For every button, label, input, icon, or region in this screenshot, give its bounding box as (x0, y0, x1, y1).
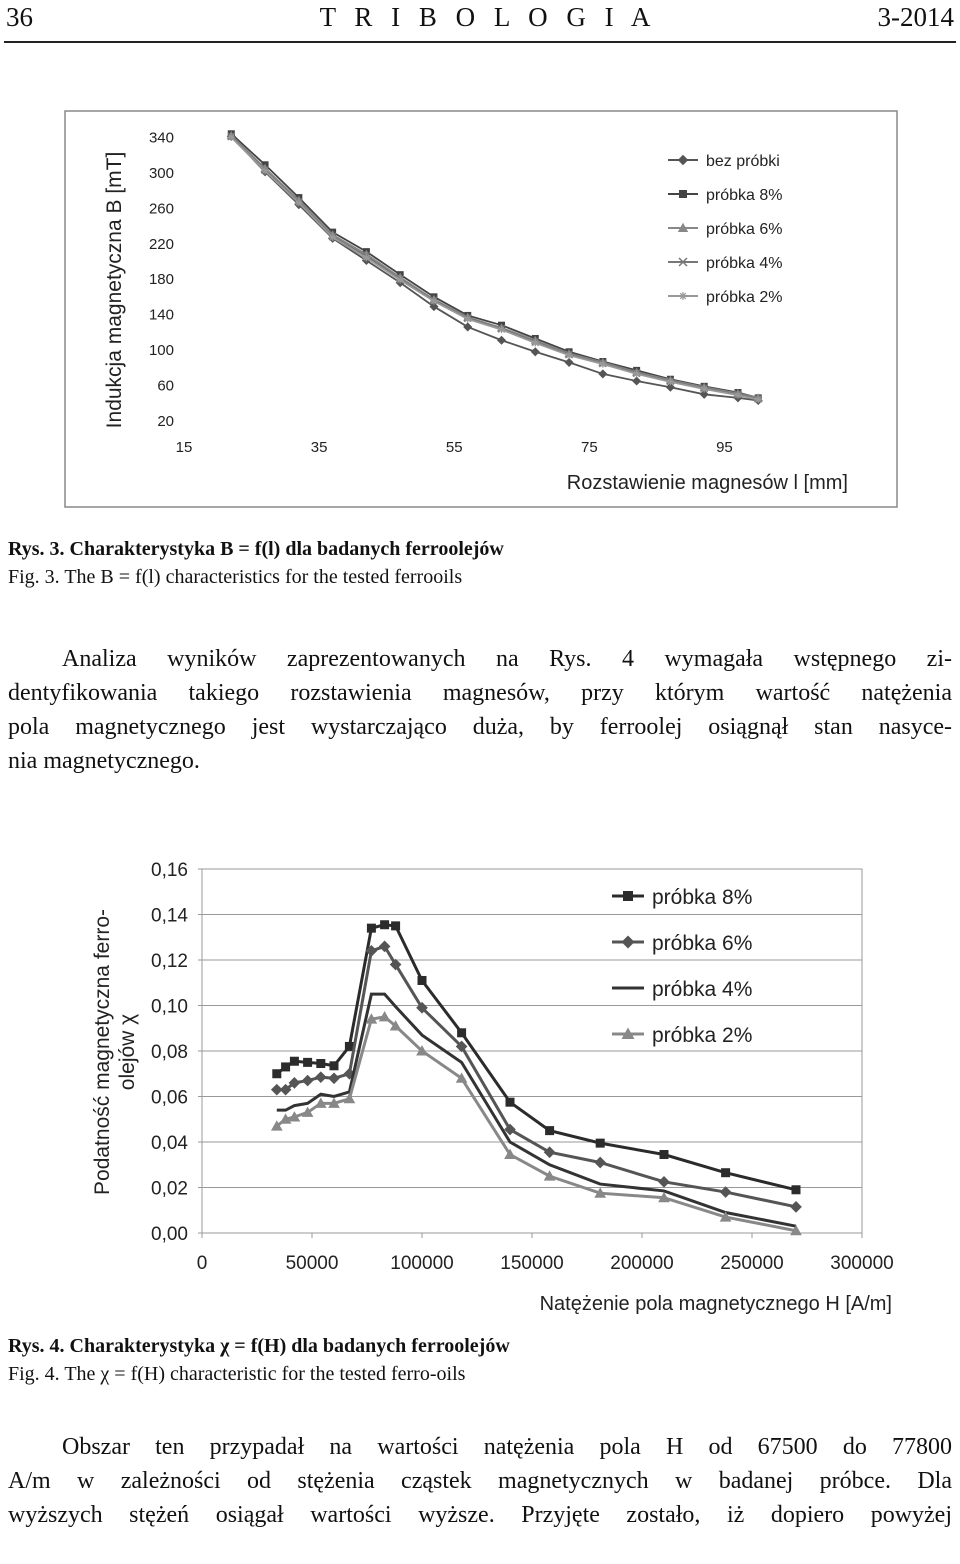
y-tick-label: 60 (157, 377, 174, 395)
legend-label: próbka 2% (652, 1024, 753, 1047)
y-tick-label: 0,12 (151, 951, 188, 972)
y-tick-label: 300 (148, 164, 174, 182)
paragraph-line: Analiza wyników zaprezentowanych na Rys. 4 wymagała wstępnego zi- (62, 646, 952, 672)
legend-label: próbka 6% (706, 221, 783, 238)
x-tick-label: 250000 (720, 1253, 784, 1274)
paragraph-line: dentyfikowania takiego rozstawienia magnesów, przy którym wartość natężenia (8, 680, 952, 706)
data-point (457, 1028, 466, 1037)
y-tick-label: 180 (148, 271, 174, 289)
paragraph-line: nia magnetycznego. (8, 748, 200, 774)
paragraph-line: wyższych stężeń osiągał wartości wyższe. Przyjęte zostało, iż dopiero powyżej (8, 1502, 952, 1528)
paragraph-1 (62, 642, 952, 676)
issue-label: 3-2014 (877, 2, 954, 32)
data-point (391, 921, 400, 930)
data-point (418, 976, 427, 985)
x-tick-label: 15 (175, 439, 193, 456)
paragraph-line: A/m w zależności od stężenia cząstek magnetycznych w badanej próbce. Dla (8, 1468, 952, 1494)
y-tick-label: 0,14 (151, 905, 188, 927)
data-point (660, 1150, 669, 1159)
data-point (228, 134, 235, 141)
data-point (329, 234, 336, 241)
y-tick-label: 340 (148, 129, 174, 147)
figure-3-caption-pl (8, 535, 504, 563)
y-axis-label-line1: Podatność magnetyczna ferro- (91, 909, 114, 1195)
legend-label: próbka 4% (652, 978, 753, 1001)
page-header (0, 0, 960, 44)
journal-title: T R I B O L O G I A (319, 2, 657, 32)
x-axis-label: Natężenie pola magnetycznego H [A/m] (539, 1293, 892, 1315)
x-tick-label: 55 (445, 439, 463, 456)
data-point (367, 924, 376, 933)
legend-label: próbka 2% (706, 289, 783, 306)
legend-label: próbka 6% (652, 932, 753, 955)
y-tick-label: 100 (148, 342, 174, 360)
legend-label: próbka 8% (706, 187, 783, 204)
data-point (290, 1057, 299, 1066)
paragraph-line: Obszar ten przypadał na wartości natężenia pola H od 67500 do 77800 (62, 1434, 952, 1460)
data-point (721, 1168, 730, 1177)
figure-3-chart (64, 110, 898, 508)
header-rule (4, 41, 956, 43)
x-axis-label: Rozstawienie magnesów l [mm] (566, 472, 848, 494)
y-tick-label: 20 (157, 413, 174, 430)
y-tick-label: 0,02 (151, 1178, 188, 1200)
figure-4-chart (84, 852, 914, 1322)
data-point (380, 920, 389, 929)
x-tick-label: 50000 (285, 1253, 339, 1274)
paragraph-2 (8, 1464, 952, 1532)
paragraph-1-continued (8, 676, 952, 778)
figure-3-caption-en: Fig. 3. The B = f(l) characteristics for the tested ferrooils (8, 566, 463, 588)
y-tick-label: 0,08 (151, 1042, 188, 1063)
data-point (303, 1058, 312, 1067)
x-tick-label: 0 (196, 1253, 208, 1274)
legend-label: bez próbki (706, 153, 780, 170)
figure-4-caption-en: Fig. 4. The χ = f(H) characteristic for the tested ferro-oils (8, 1363, 466, 1385)
figure-4-caption-pl (8, 1332, 510, 1360)
figure-4-caption-pl-text: Rys. 4. Charakterystyka χ = f(H) dla badanych ferroolejów (8, 1335, 510, 1357)
y-tick-label: 0,00 (151, 1224, 188, 1245)
legend-label: próbka 8% (652, 886, 753, 909)
y-tick-label: 0,04 (151, 1133, 188, 1154)
data-point (316, 1059, 325, 1068)
data-point (596, 1139, 605, 1148)
x-tick-label: 200000 (610, 1253, 674, 1274)
y-axis-label-line2: olejów χ (116, 1013, 139, 1091)
paragraph-line: pola magnetycznego jest wystarczająco duża, by ferroolej osiągnął stan nasyce- (8, 714, 952, 740)
y-tick-label: 0,16 (151, 860, 188, 881)
legend-marker (679, 190, 687, 198)
figure-3-caption-pl-text: Rys. 3. Charakterystyka B = f(l) dla badanych ferroolejów (8, 538, 504, 560)
data-point (545, 1126, 554, 1135)
data-point (330, 1061, 339, 1070)
x-tick-label: 100000 (390, 1253, 454, 1274)
legend-marker (679, 292, 687, 300)
x-tick-label: 35 (310, 439, 328, 456)
y-tick-label: 0,06 (151, 1087, 188, 1109)
paragraph-2-first (62, 1430, 952, 1464)
legend-label: próbka 4% (706, 255, 783, 272)
y-tick-label: 140 (148, 306, 174, 324)
y-tick-label: 220 (148, 235, 174, 253)
x-tick-label: 75 (580, 439, 598, 456)
y-tick-label: 0,10 (151, 996, 188, 1018)
data-point (506, 1098, 515, 1107)
data-point (792, 1185, 801, 1194)
legend-marker (623, 891, 633, 901)
y-tick-label: 260 (148, 200, 174, 218)
x-tick-label: 150000 (500, 1253, 564, 1274)
figure-3 (64, 110, 898, 508)
x-tick-label: 300000 (830, 1253, 894, 1274)
page-number: 36 (6, 2, 33, 32)
x-tick-label: 95 (716, 439, 733, 456)
y-axis-label: Indukcja magnetyczna B [mT] (103, 151, 126, 429)
figure-4 (84, 852, 914, 1322)
data-point (281, 1062, 290, 1071)
data-point (272, 1069, 281, 1078)
